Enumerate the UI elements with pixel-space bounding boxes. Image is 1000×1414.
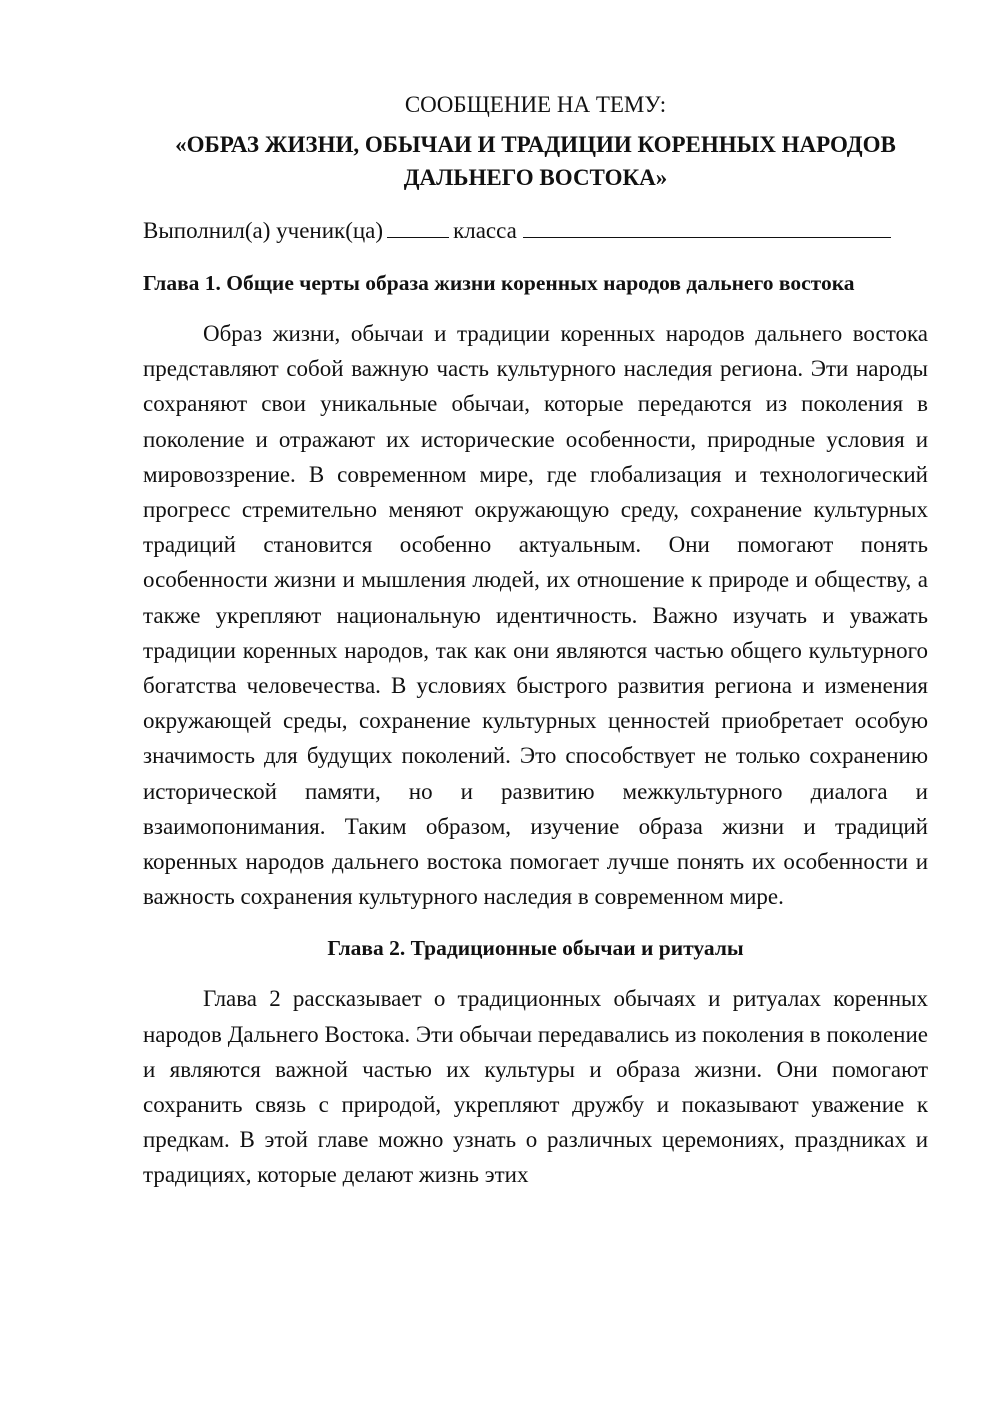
chapter-1-title: Глава 1. Общие черты образа жизни коренных народов дальнего востока [143, 271, 855, 295]
document-page [143, 88, 928, 1210]
document-label: СООБЩЕНИЕ НА ТЕМУ: [404, 92, 667, 117]
document-title-line-1: «ОБРАЗ ЖИЗНИ, ОБЫЧАИ И ТРАДИЦИИ КОРЕННЫХ НАРОДОВ [175, 132, 896, 157]
student-name-blank [523, 215, 891, 238]
chapter-2-paragraph: Глава 2 рассказывает о традиционных обычаях и ритуалах коренных народов Дальнего Востока. Эти обычаи передавались из поколения в поколение и являются важной частью их культуры и образа жизни. Они помогают сохранить связь с природой, укрепляют дружбу и показывают уважение к предкам. В этой главе можно узнать о различных церемониях, праздниках и традициях, которые делают жизнь этих [143, 986, 928, 1188]
performed-by-line [143, 214, 928, 248]
class-number-blank [387, 215, 449, 238]
document-title-line-2: ДАЛЬНЕГО ВОСТОКА» [403, 165, 668, 190]
class-label: класса [453, 218, 517, 243]
performed-by-label: Выполнил(а) ученик(ца) [143, 218, 384, 243]
document-title [143, 128, 928, 194]
chapter-1-paragraph: Образ жизни, обычаи и традиции коренных народов дальнего востока представляют собой важную часть культурного наследия региона. Эти народы сохраняют свои уникальные обычаи, которые передаются из поколения в поколение и отражают их исторические особенности, природные условия и мировоззрение. В современном мире, где глобализация и технологический прогресс стремительно меняют окружающую среду, сохранение культурных традиций становится особенно актуальным. Они помогают понять особенности жизни и мышления людей, их отношение к природе и обществу, а также укрепляют национальную идентичность. Важно изучать и уважать традиции коренных народов, так как они являются частью общего культурного богатства человечества. В условиях быстрого развития региона и изменения окружающей среды, сохранение культурных ценностей приобретает особую значимость для будущих поколений. Это способствует не только сохранению исторической памяти, но и развитию межкультурного диалога и взаимопонимания. Таким образом, изучение образа жизни и традиций коренных народов дальнего востока помогает лучше понять их особенности и важность сохранения культурного наследия в современном мире. [143, 321, 928, 910]
chapter-2-title: Глава 2. Традиционные обычаи и ритуалы [327, 936, 744, 961]
